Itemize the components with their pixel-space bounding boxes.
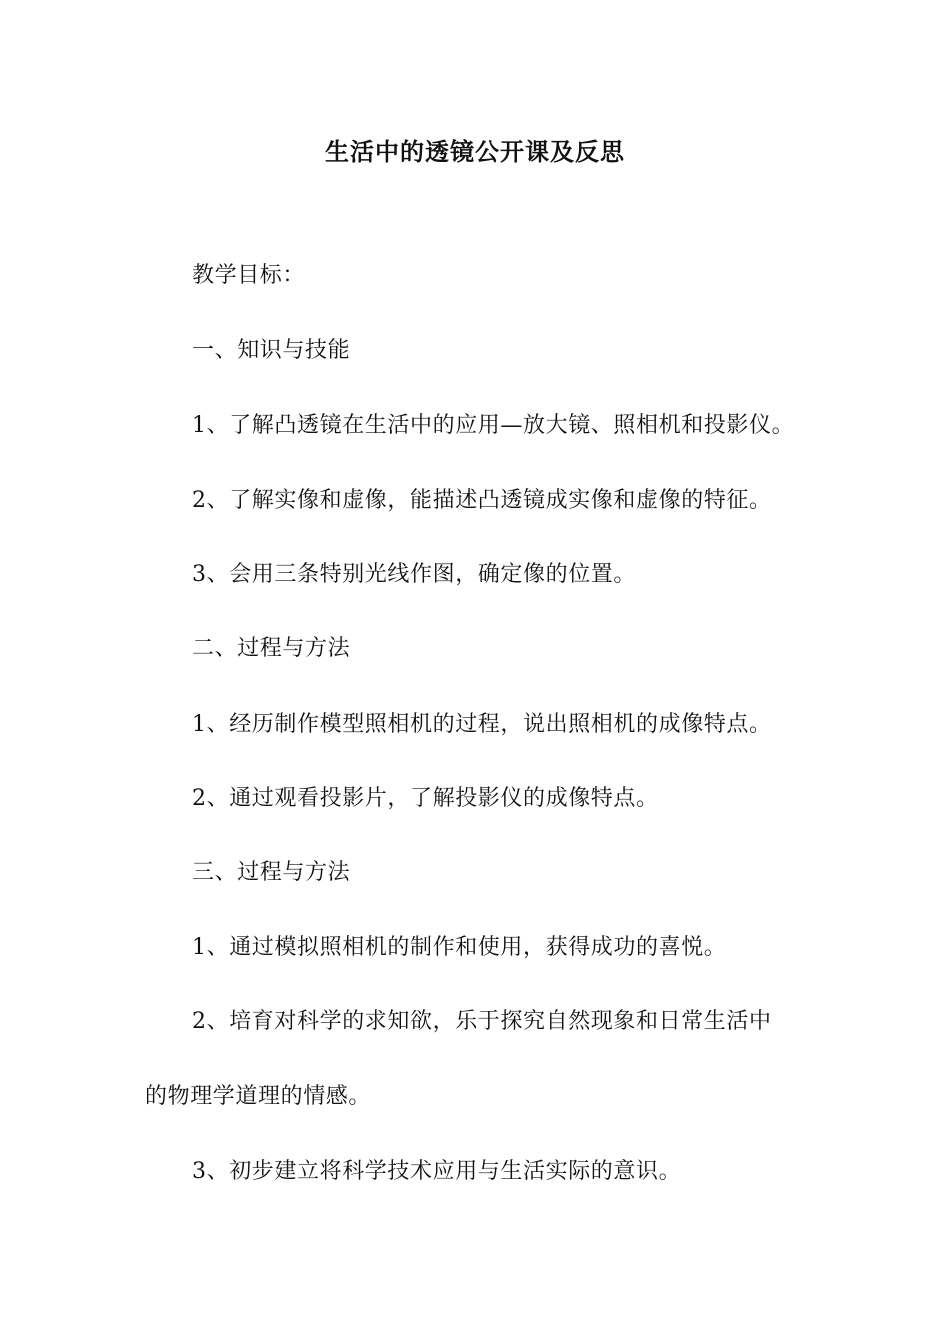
paragraph-line: 1、了解凸透镜在生活中的应用—放大镜、照相机和投影仪。	[192, 413, 795, 438]
paragraph-line: 1、经历制作模型照相机的过程，说出照相机的成像特点。	[192, 712, 772, 737]
paragraph-line: 3、初步建立将科学技术应用与生活实际的意识。	[192, 1159, 682, 1184]
section-heading-knowledge-skills: 一、知识与技能	[192, 338, 351, 363]
section-heading-teaching-goals: 教学目标：	[192, 263, 306, 288]
paragraph-line: 2、通过观看投影片，了解投影仪的成像特点。	[192, 786, 659, 811]
section-heading-process-methods-2: 三、过程与方法	[192, 860, 351, 885]
document-title: 生活中的透镜公开课及反思	[325, 138, 625, 166]
paragraph-line: 2、了解实像和虚像，能描述凸透镜成实像和虚像的特征。	[192, 488, 772, 513]
paragraph-line: 3、会用三条特别光线作图，确定像的位置。	[192, 562, 636, 587]
paragraph-line: 1、通过模拟照相机的制作和使用，获得成功的喜悦。	[192, 935, 727, 960]
paragraph-line-continuation: 的物理学道理的情感。	[145, 1084, 372, 1109]
paragraph-line: 2、培育对科学的求知欲，乐于探究自然现象和日常生活中	[192, 1009, 772, 1034]
section-heading-process-methods: 二、过程与方法	[192, 636, 351, 661]
